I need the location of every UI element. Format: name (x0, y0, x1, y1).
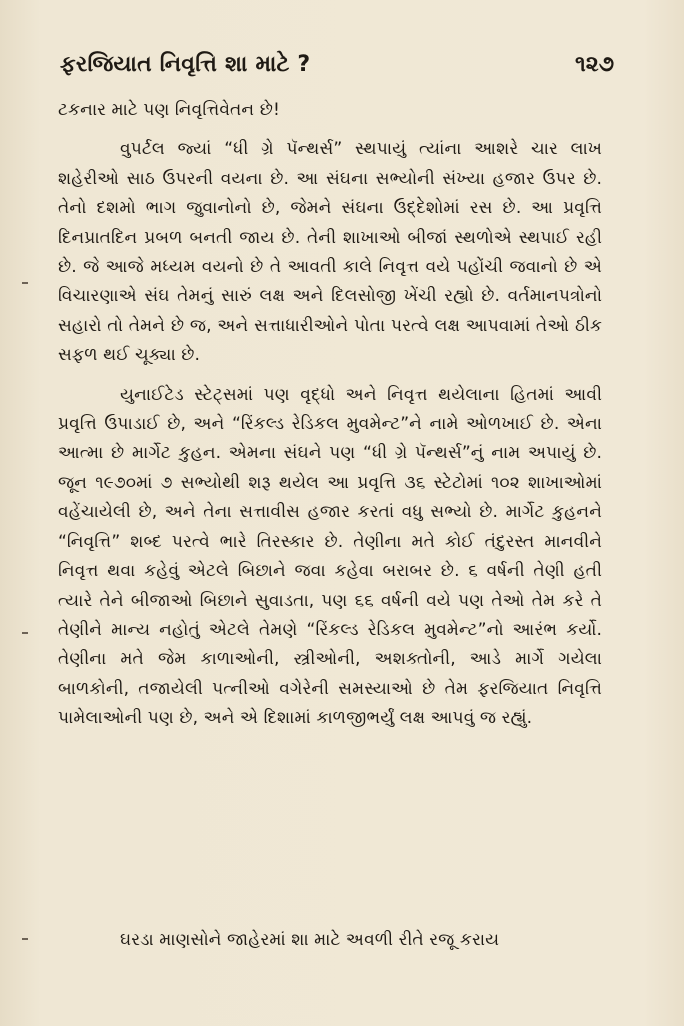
body-text (58, 96, 602, 734)
page-number: ૧૨૭ (575, 51, 614, 77)
margin-mark (22, 282, 28, 284)
running-title: ફરજિયાત નિવૃત્તિ શા માટે ? (60, 51, 311, 77)
margin-mark (22, 632, 28, 634)
page-header (60, 44, 614, 84)
paragraph-united-states: યુનાઈટેડ સ્ટેટ્સમાં પણ વૃદ્ધો અને નિવૃત્ત થયેલાના હિતમાં આવી પ્રવૃત્તિ ઉપાડાઈ છે, અને “રિંકલ્ડ રેડિકલ મુવમેન્ટ”ને નામે ઓળખાઈ છે. એના આત્મા છે માર્ગેટ કુહન. એમના સંઘને પણ “ધી ગ્રે પૅન્થર્સ”નું નામ અપાયું છે. જૂન ૧૯૭૦માં ૭ સભ્યોથી શરૂ થયેલ આ પ્રવૃત્તિ ૩૬ સ્ટેટોમાં ૧૦૨ શાખાઓમાં વહેંચાયેલી છે, અને તેના સત્તાવીસ હજાર કરતાં વધુ સભ્યો છે. માર્ગેટ કુહનને “નિવૃત્તિ” શબ્દ પરત્વે ભારે તિરસ્કાર છે. તેણીના મતે કોઈ તંદુરસ્ત માનવીને નિવૃત્ત થવા કહેવું એટલે બિછાને જવા કહેવા બરાબર છે. ૬ વર્ષની તેણી હતી ત્યારે તેને બીજાઓ બિછાને સુવાડતા, પણ ૬૬ વર્ષની વયે પણ તેઓ તેમ કરે તે તેણીને માન્ય નહોતું એટલે તેમણે “રિંકલ્ડ રેડિકલ મુવમેન્ટ”નો આરંભ કર્યો. તેણીના મતે જેમ કાળાઓની, સ્ત્રીઓની, અશક્તોની, આડે માર્ગે ગયેલા બાળકોની, તજાયેલી પત્નીઓ વગેરેની સમસ્યાઓ છે તેમ ફરજિયાત નિવૃત્તિ પામેલાઓની પણ છે, અને એ દિશામાં કાળજીભર્યું લક્ષ આપવું જ રહ્યું. (58, 384, 602, 729)
paragraph-continued: ટકનાર માટે પણ નિવૃત્તિવેતન છે! (58, 100, 280, 120)
paragraph-wuppertal: વુપર્ટલ જ્યાં “ધી ગ્રે પૅન્થર્સ” સ્થપાયું ત્યાંના આશરે ચાર લાખ શહેરીઓ સાઠ ઉપરની વયના છે. આ સંઘના સભ્યોની સંખ્યા હજાર ઉપર છે. તેનો દશમો ભાગ જુવાનોનો છે, જેમને સંઘના ઉદ્દેશોમાં રસ છે. આ પ્રવૃત્તિ દિનપ્રાતદિન પ્રબળ બનતી જાય છે. તેની શાખાઓ બીજાં સ્થળોએ સ્થપાઈ રહી છે. જે આજે મધ્યમ વયનો છે તે આવતી કાલે નિવૃત્ત વયે પહોંચી જવાનો છે એ વિચારણાએ સંઘ તેમનું સારું લક્ષ અને દિલસોજી ખેંચી રહ્યો છે. વર્તમાનપત્રોનો સહારો તો તેમને છે જ, અને સત્તાધારીઓને પોતા પરત્વે લક્ષ આપવામાં તેઓ ઠીક સફળ થઈ ચૂક્યા છે. (58, 139, 602, 366)
margin-mark (22, 938, 28, 940)
closing-line: ઘરડા માણસોને જાહેરમાં શા માટે અવળી રીતે રજૂ કરાય (120, 930, 500, 950)
